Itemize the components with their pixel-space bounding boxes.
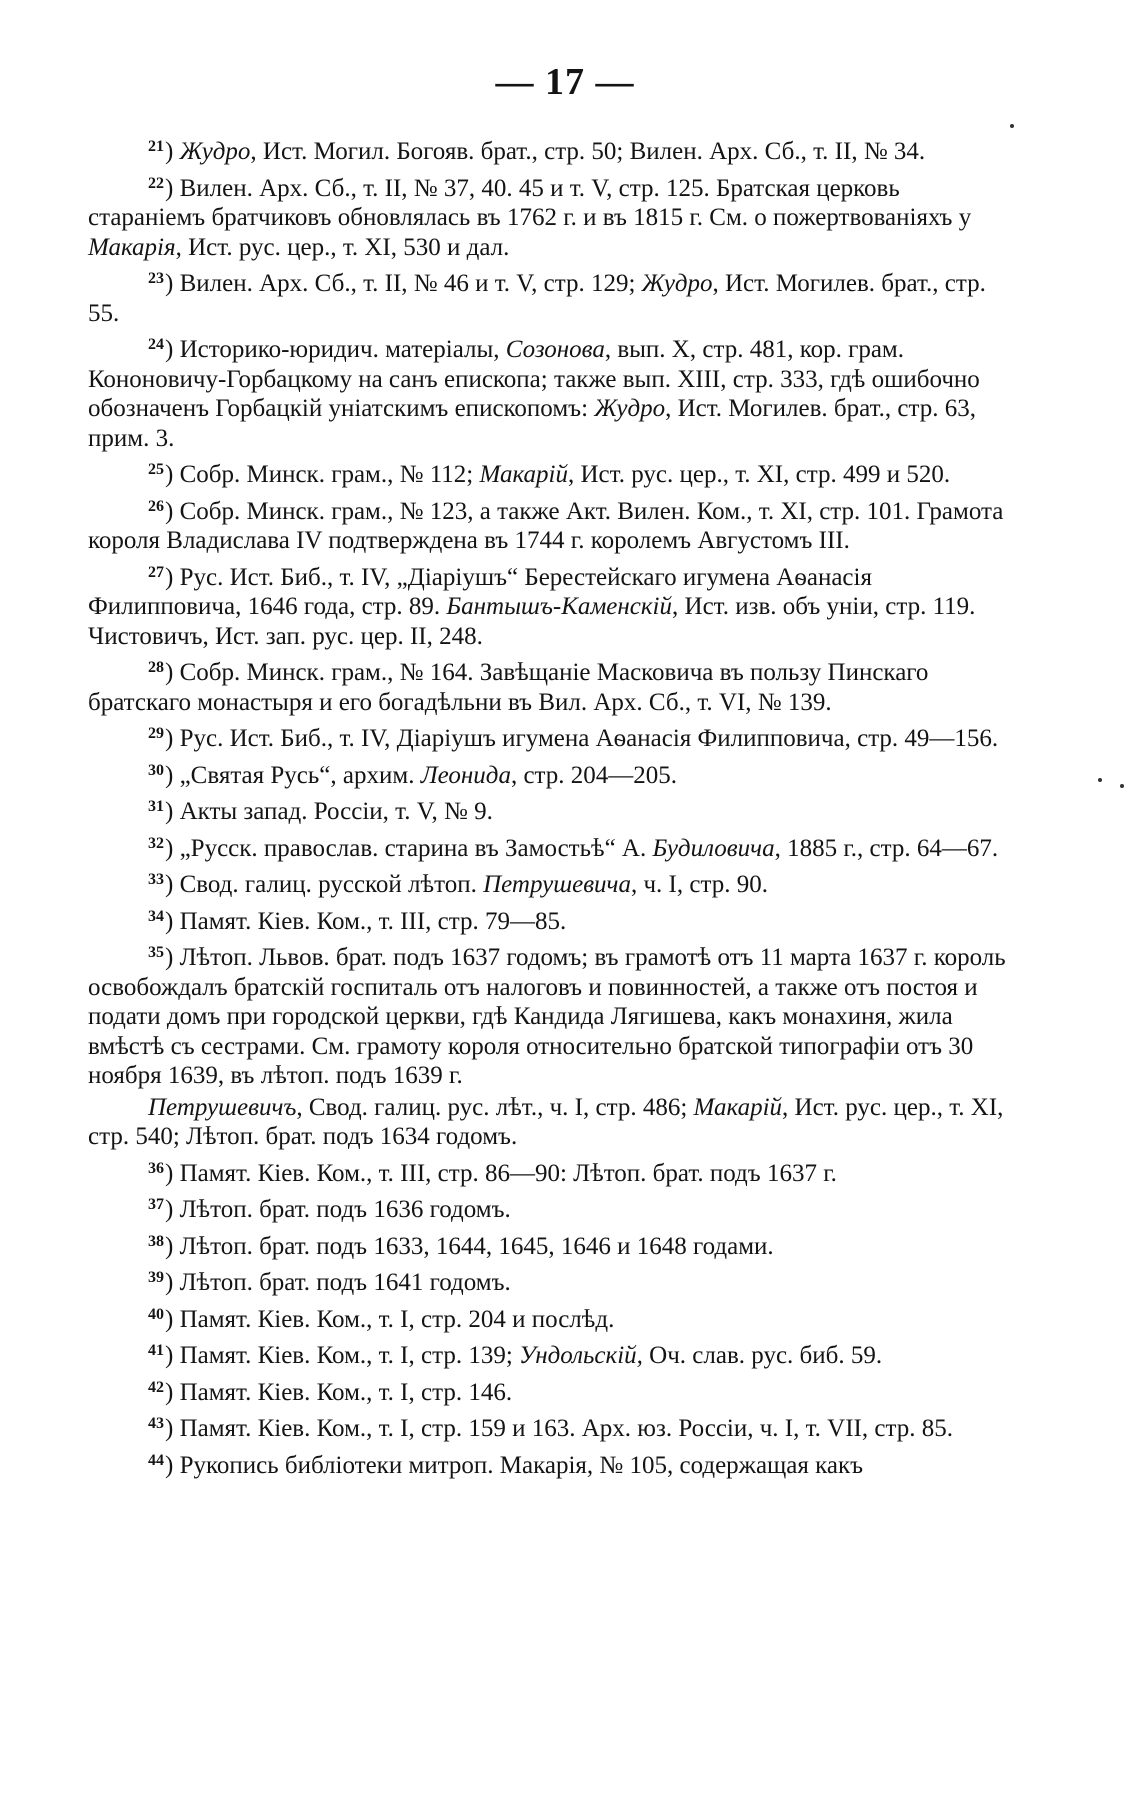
footnote-number: 28	[148, 659, 164, 676]
speck-mark	[1120, 784, 1124, 788]
footnote	[88, 1227, 1012, 1262]
footnote	[88, 1409, 1012, 1444]
footnote	[88, 938, 1012, 1091]
author-name: Ундольскій,	[519, 1342, 643, 1369]
footnote-text: ) Рукопись библіотеки митроп. Макарія, № 105, содержащая какъ	[165, 1451, 864, 1479]
footnote-text: ) Собр. Минск. грам., № 164. Завѣщаніе Масковича въ пользу Пинскаго братскаго монастыря и его богадѣльни въ Вил. Арх. Сб., т. VI, № 139.	[88, 659, 929, 716]
footnote	[88, 264, 1012, 328]
footnote	[88, 829, 1012, 864]
footnote-text: ) Рус. Ист. Биб., т. IV, „Діаріушъ“ Берестейскаго игумена Аѳанасія Филипповича, 1646 года, стр. 89.	[88, 563, 872, 620]
footnote-text: , Ист. Могилев. брат., стр. 63, прим. 3.	[88, 395, 976, 452]
footnote	[88, 902, 1012, 937]
footnote-text: ) Лѣтоп. Львов. брат. подъ 1637 годомъ; въ грамотѣ отъ 11 марта 1637 г. король освобождалъ братскій госпиталь отъ налоговъ и повинностей, а также отъ постоя и подати домъ при городской церкви, гдѣ Кандида Лягишева, какъ монахиня, жила вмѣстѣ съ сестрами. См. грамоту короля относительно братской типографіи отъ 30 ноября 1639, въ лѣтоп. подъ 1639 г.	[88, 944, 1006, 1089]
footnote-text: , Ист. изв. объ уніи, стр. 119. Чистовичъ, Ист. зап. рус. цер. II, 248.	[88, 593, 976, 650]
footnote-text: )	[165, 138, 180, 165]
footnote-text: ) Историко-юридич. матеріалы,	[165, 336, 506, 363]
footnote-text: , вып. X, стр. 481, кор. грам. Кононовичу-Горбацкому на санъ епископа; также вып. XIII, стр. 333, гдѣ ошибочно обозначенъ Горбацкій уніатскимъ епископомъ:	[88, 336, 980, 422]
footnote-text: ) Памят. Кіев. Ком., т. I, стр. 204 и послѣд.	[165, 1305, 615, 1333]
footnote	[88, 132, 1012, 167]
footnote-text: ) Памят. Кіев. Ком., т. I, стр. 159 и 163. Арх. юз. Россіи, ч. I, т. VII, стр. 85.	[165, 1415, 953, 1442]
footnote	[88, 455, 1012, 490]
author-name: Жудро	[641, 270, 713, 297]
footnote-number: 37	[148, 1196, 164, 1213]
footnote-number: 29	[148, 725, 164, 742]
footnote	[88, 653, 1012, 717]
footnote-number: 42	[148, 1378, 164, 1396]
footnote-text: ) Лѣтоп. брат. подъ 1633, 1644, 1645, 1646 и 1648 годами.	[165, 1232, 774, 1260]
footnote-text: ) Собр. Минск. грам., № 112;	[165, 461, 480, 488]
footnote-text: ) Памят. Кіев. Ком., т. I, стр. 139;	[165, 1342, 520, 1369]
speck-mark	[1010, 124, 1014, 128]
footnote-number: 38	[148, 1232, 164, 1250]
footnote-number: 21	[148, 138, 164, 155]
footnote	[88, 756, 1012, 791]
footnote	[88, 1373, 1012, 1408]
footnote-number: 41	[148, 1342, 164, 1359]
footnote	[88, 558, 1012, 652]
footnote	[88, 865, 1012, 900]
footnote-number: 23	[148, 270, 164, 287]
footnote	[88, 1300, 1012, 1335]
author-name: Макарій	[693, 1093, 783, 1121]
author-name: Макарія	[88, 233, 176, 261]
footnote-text: ) Лѣтоп. брат. подъ 1641 годомъ.	[165, 1269, 511, 1296]
footnote-number: 39	[148, 1269, 164, 1286]
footnote-number: 22	[148, 174, 164, 192]
author-name: Жудро	[179, 138, 251, 165]
footnote-number: 36	[148, 1159, 164, 1177]
footnote-text: , ч. I, стр. 90.	[630, 871, 768, 898]
footnote	[88, 719, 1012, 754]
footnote-number: 35	[148, 944, 164, 961]
speck-mark	[1098, 778, 1102, 782]
footnote-number: 25	[148, 461, 164, 478]
footnote-text: , Ист. рус. цер., т. XI, 530 и дал.	[175, 233, 510, 261]
footnote	[88, 330, 1012, 453]
footnote-number: 34	[148, 907, 164, 925]
author-name: Петрушевича	[483, 871, 631, 898]
footnote	[88, 169, 1012, 263]
footnote	[88, 1154, 1012, 1189]
footnote-number: 44	[148, 1451, 164, 1469]
footnote-text: ) „Святая Русь“, архим.	[165, 761, 421, 789]
author-name: Петрушевичъ	[148, 1093, 297, 1121]
footnote-text: ) Памят. Кіев. Ком., т. III, стр. 86—90: Лѣтоп. брат. подъ 1637 г.	[165, 1159, 837, 1187]
footnote-text: ) Лѣтоп. брат. подъ 1636 годомъ.	[165, 1196, 511, 1223]
footnote-text: , Ист. рус. цер., т. XI, стр. 499 и 520.	[568, 461, 951, 488]
footnote-number: 30	[148, 761, 164, 779]
footnote-number: 40	[148, 1305, 164, 1323]
footnote-number: 26	[148, 497, 164, 515]
footnotes-list	[88, 132, 1012, 1480]
footnote	[88, 792, 1012, 827]
footnote-number: 24	[148, 336, 164, 353]
footnote-number: 32	[148, 834, 164, 852]
footnote	[88, 1093, 1012, 1152]
footnote	[88, 1190, 1012, 1225]
footnote-text: , Ист. рус. цер., т. XI, стр. 540; Лѣтоп. брат. подъ 1634 годомъ.	[88, 1093, 1004, 1150]
footnote-number: 27	[148, 563, 164, 581]
footnote-text: ) Вилен. Арх. Сб., т. II, № 46 и т. V, стр. 129;	[165, 270, 642, 297]
author-name: Макарій	[479, 461, 568, 488]
footnote-text: ) Рус. Ист. Биб., т. IV, Діаріушъ игумена Аѳанасія Филипповича, стр. 49—156.	[165, 725, 999, 752]
footnote-number: 31	[148, 798, 164, 815]
footnote-number: 33	[148, 871, 164, 888]
footnote-text: ) Свод. галиц. русской лѣтоп.	[165, 871, 484, 898]
footnote-text: , 1885 г., стр. 64—67.	[774, 834, 999, 862]
footnote	[88, 1336, 1012, 1371]
footnote-text: ) Собр. Минск. грам., № 123, а также Акт. Вилен. Ком., т. XI, стр. 101. Грамота короля Владислава IV подтверждена въ 1744 г. королемъ Августомъ III.	[88, 497, 1004, 554]
footnote	[88, 1263, 1012, 1298]
author-name: Жудро	[594, 395, 666, 422]
footnote-text: , Ист. Могилев. брат., стр. 55.	[88, 270, 986, 327]
footnote-text: ) Памят. Кіев. Ком., т. III, стр. 79—85.	[165, 907, 567, 935]
author-name: Бантышъ-Каменскій	[446, 593, 673, 620]
author-name: Будиловича	[652, 834, 775, 862]
footnote-number: 43	[148, 1415, 164, 1432]
author-name: Леонида	[420, 761, 511, 789]
footnote-text: , Ист. Могил. Богояв. брат., стр. 50; Вилен. Арх. Сб., т. II, № 34.	[250, 138, 926, 165]
footnote	[88, 1446, 1012, 1481]
footnote-text: Оч. слав. рус. биб. 59.	[642, 1342, 883, 1369]
footnote-text: ) „Русск. православ. старина въ Замостьѣ“ А.	[165, 834, 653, 862]
footnote-text: , Свод. галиц. рус. лѣт., ч. I, стр. 486;	[296, 1093, 694, 1121]
page-number: — 17 —	[495, 61, 635, 103]
footnote-text: ) Вилен. Арх. Сб., т. II, № 37, 40. 45 и т. V, стр. 125. Братская церковь стараніемъ братчиковъ обновлялась въ 1762 г. и въ 1815 г. См. о пожертвованіяхъ у	[88, 174, 972, 231]
footnote	[88, 492, 1012, 556]
author-name: Созонова	[505, 336, 605, 363]
footnote-text: ) Акты запад. Россіи, т. V, № 9.	[165, 798, 493, 825]
footnote-text: ) Памят. Кіев. Ком., т. I, стр. 146.	[165, 1378, 513, 1406]
footnote-text: , стр. 204—205.	[510, 761, 678, 789]
